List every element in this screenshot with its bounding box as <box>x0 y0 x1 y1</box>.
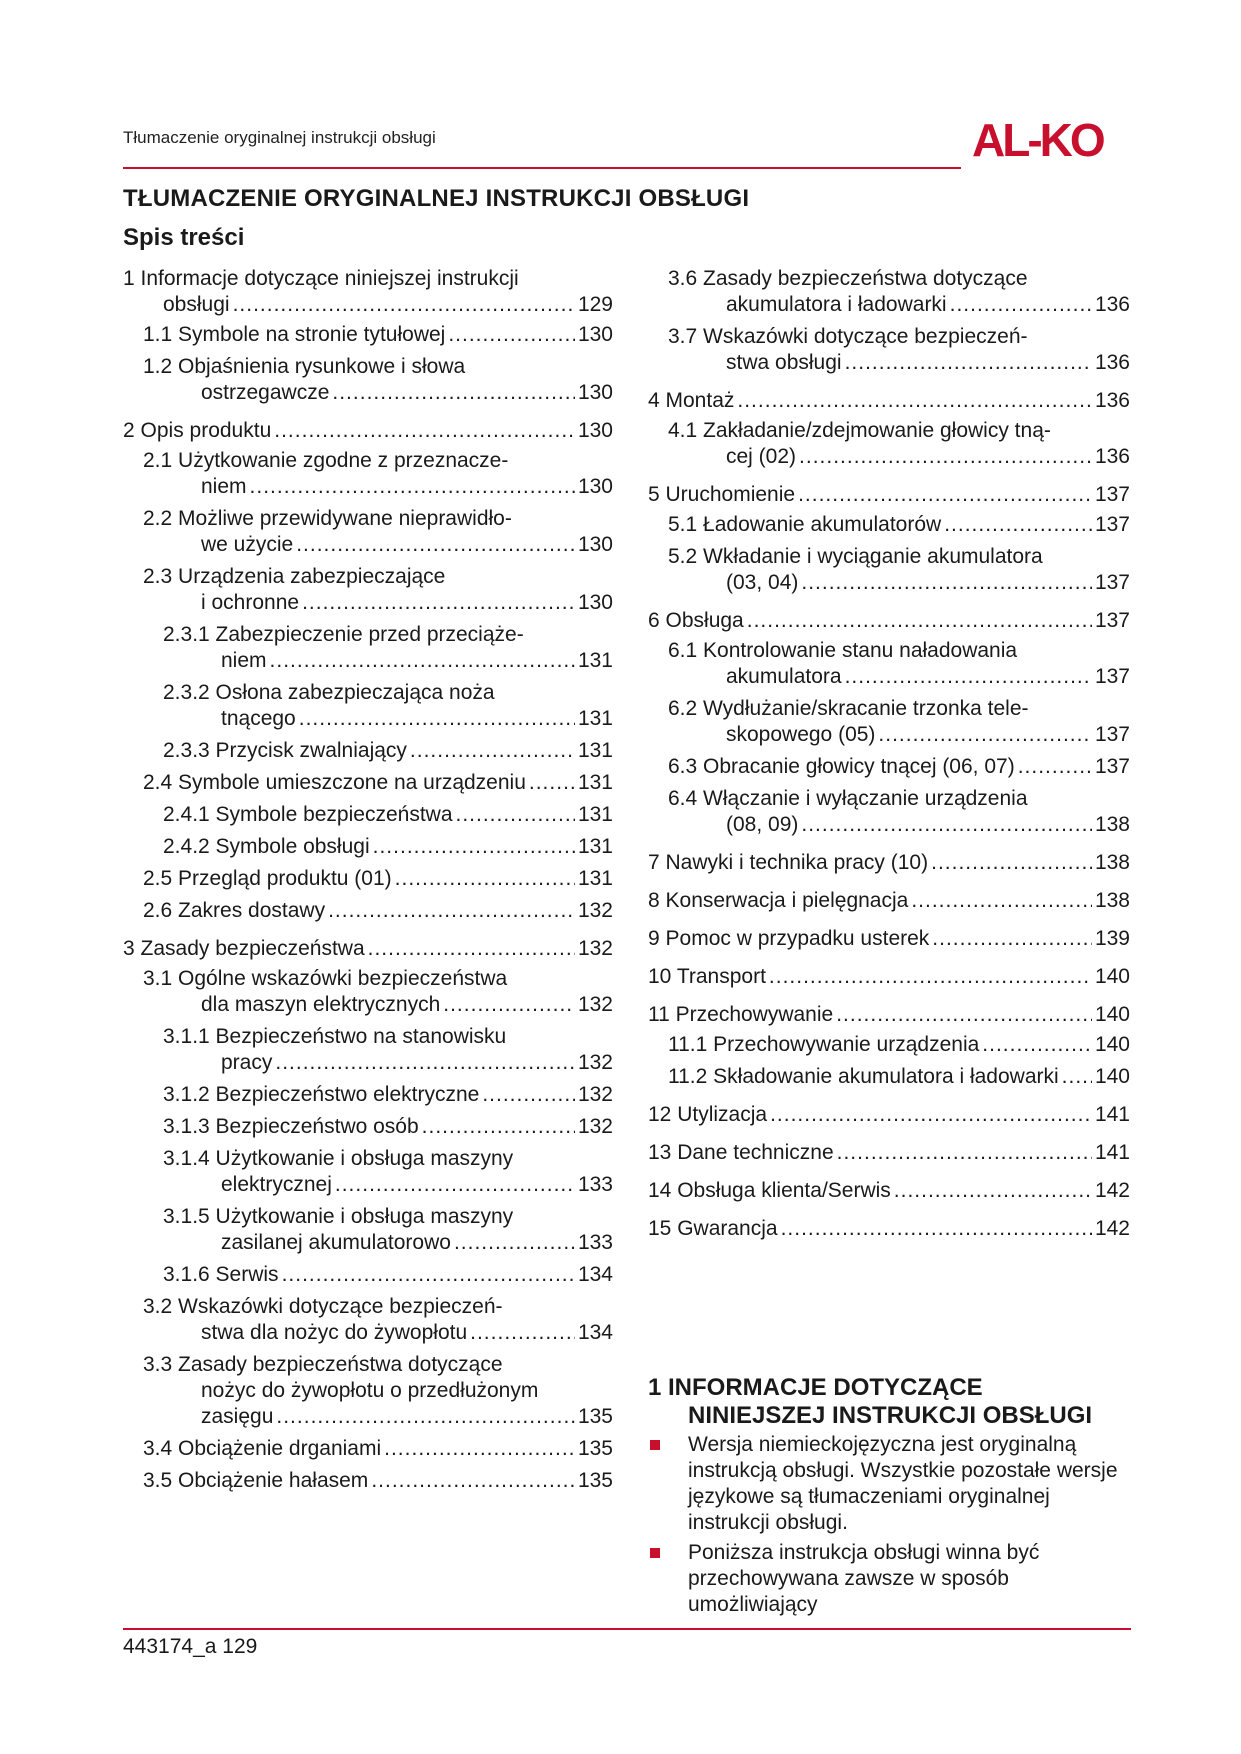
toc-page-number: 137 <box>1094 571 1130 594</box>
toc-dot-leader <box>368 936 575 962</box>
toc-dot-leader <box>448 322 575 348</box>
toc-entry[interactable] <box>123 1468 613 1494</box>
toc-dot-leader <box>282 1262 575 1288</box>
toc-entry-text: 2.5 Przegląd produktu (01) <box>143 867 392 890</box>
toc-entry[interactable] <box>648 544 1130 596</box>
toc-entry[interactable] <box>123 1352 613 1430</box>
toc-entry-text: 2.1 Użytkowanie zgodne z przeznacze- <box>143 449 509 472</box>
toc-dot-leader <box>781 1216 1092 1242</box>
toc-dot-leader <box>328 898 575 924</box>
toc-entry[interactable] <box>123 622 613 674</box>
toc-dot-leader <box>422 1114 575 1140</box>
toc-entry-text: i ochronne <box>201 591 300 614</box>
toc-dot-leader <box>801 812 1092 838</box>
toc-entry[interactable] <box>648 850 1130 876</box>
toc-entry-text: niem <box>201 475 247 498</box>
toc-entry-text: 3.6 Zasady bezpieczeństwa dotyczące <box>668 267 1028 290</box>
toc-page-number: 137 <box>1094 723 1130 746</box>
toc-entry[interactable] <box>123 1204 613 1256</box>
toc-entry[interactable] <box>123 770 613 796</box>
toc-dot-leader <box>296 532 575 558</box>
toc-entry-text: 12 Utylizacja <box>648 1103 768 1126</box>
toc-entry-text: niem <box>221 649 267 672</box>
toc-entry-text: 7 Nawyki i technika pracy (10) <box>648 851 929 874</box>
toc-page-number: 134 <box>577 1321 613 1344</box>
bullet-text: Poniższa instrukcja obsługi winna być przechowywana zawsze w sposób umożliwiający <box>688 1541 1040 1616</box>
toc-entry[interactable] <box>648 1102 1130 1128</box>
toc-dot-leader <box>911 888 1092 914</box>
toc-page-number: 131 <box>577 707 613 730</box>
toc-dot-leader <box>470 1320 575 1346</box>
bullet-text: Wersja niemieckojęzyczna jest oryginalną instrukcją obsługi. Wszystkie pozostałe wersje językowe są tłumaczeniami oryginalnej instrukcji obsługi. <box>688 1433 1118 1534</box>
toc-entry-text: 14 Obsługa klienta/Serwis <box>648 1179 891 1202</box>
toc-page-number: 141 <box>1094 1103 1130 1126</box>
toc-entry-text: 2.4.2 Symbole obsługi <box>163 835 370 858</box>
toc-entry-text: 3.1 Ogólne wskazówki bezpieczeństwa <box>143 967 508 990</box>
toc-dot-leader <box>798 482 1092 508</box>
toc-entry[interactable] <box>123 1114 613 1140</box>
toc-dot-leader <box>302 590 575 616</box>
toc-entry-text: 13 Dane techniczne <box>648 1141 834 1164</box>
toc-dot-leader <box>373 834 575 860</box>
toc-dot-leader <box>747 608 1092 634</box>
toc-entry[interactable] <box>648 888 1130 914</box>
toc-dot-leader <box>410 738 575 764</box>
toc-page-number: 140 <box>1094 1003 1130 1026</box>
toc-dot-leader <box>299 706 575 732</box>
toc-entry-text: 2.3.1 Zabezpieczenie przed przeciąże- <box>163 623 524 646</box>
toc-entry[interactable] <box>648 696 1130 748</box>
toc-dot-leader <box>335 1172 575 1198</box>
toc-dot-leader <box>801 570 1092 596</box>
toc-entry[interactable] <box>123 448 613 500</box>
toc-page-number: 135 <box>577 1437 613 1460</box>
toc-entry[interactable] <box>123 898 613 924</box>
toc-entry[interactable] <box>123 418 613 444</box>
toc-dot-leader <box>950 292 1092 318</box>
bullet-square-icon <box>650 1548 660 1558</box>
toc-page-number: 137 <box>1094 483 1130 506</box>
toc-entry[interactable] <box>123 506 613 558</box>
toc-dot-leader <box>233 292 575 318</box>
toc-entry[interactable] <box>648 1032 1130 1058</box>
toc-entry-text: 10 Transport <box>648 965 766 988</box>
toc-dot-leader <box>274 418 575 444</box>
toc-entry-text: 6.2 Wydłużanie/skracanie trzonka tele- <box>668 697 1029 720</box>
toc-dot-leader <box>454 1230 575 1256</box>
alko-logo <box>972 116 1142 162</box>
toc-page-number: 138 <box>1094 889 1130 912</box>
toc-page-number: 137 <box>1094 609 1130 632</box>
toc-page-number: 137 <box>1094 665 1130 688</box>
toc-page-number: 131 <box>577 867 613 890</box>
toc-entry[interactable] <box>123 680 613 732</box>
toc-dot-leader <box>982 1032 1092 1058</box>
toc-dot-leader <box>456 802 575 828</box>
footer-page-number: 443174_a 129 <box>123 1635 258 1658</box>
toc-entry-text: 2.2 Możliwe przewidywane nieprawidło- <box>143 507 512 530</box>
toc-entry-text: 11 Przechowywanie <box>648 1003 834 1026</box>
toc-entry[interactable] <box>123 266 613 318</box>
section-heading <box>648 1374 1092 1430</box>
toc-page-number: 134 <box>577 1263 613 1286</box>
logo-text: AL-KO <box>972 116 1103 162</box>
toc-page-number: 136 <box>1094 351 1130 374</box>
toc-entry[interactable] <box>123 1262 613 1288</box>
toc-page-number: 136 <box>1094 389 1130 412</box>
toc-dot-leader <box>395 866 575 892</box>
toc-entry-text: 2.6 Zakres dostawy <box>143 899 326 922</box>
toc-dot-leader <box>944 512 1092 538</box>
toc-page-number: 135 <box>577 1469 613 1492</box>
toc-title: Spis treści <box>123 224 245 251</box>
toc-entry[interactable] <box>648 1216 1130 1242</box>
toc-entry[interactable] <box>648 482 1130 508</box>
toc-page-number: 132 <box>577 937 613 960</box>
toc-entry-text: 5 Uruchomienie <box>648 483 796 506</box>
toc-dot-leader <box>770 1102 1092 1128</box>
toc-page-number: 131 <box>577 803 613 826</box>
toc-entry-text: 6.4 Włączanie i wyłączanie urządzenia <box>668 787 1028 810</box>
toc-page-number: 137 <box>1094 513 1130 536</box>
toc-entry-text: 1 Informacje dotyczące niniejszej instrukcji <box>123 267 519 290</box>
toc-entry-text: 11.1 Przechowywanie urządzenia <box>668 1033 980 1056</box>
toc-entry-text: elektrycznej <box>221 1173 332 1196</box>
toc-entry-text: 3.1.5 Użytkowanie i obsługa maszyny <box>163 1205 514 1228</box>
toc-entry-text: zasilanej akumulatorowo <box>221 1231 451 1254</box>
toc-page-number: 138 <box>1094 813 1130 836</box>
toc-dot-leader <box>931 850 1092 876</box>
toc-entry-text: 2.4 Symbole umieszczone na urządzeniu <box>143 771 526 794</box>
toc-entry-text: 3 Zasady bezpieczeństwa <box>123 937 365 960</box>
section-heading-line1: 1 INFORMACJE DOTYCZĄCE <box>648 1374 983 1401</box>
toc-entry[interactable] <box>648 964 1130 990</box>
toc-dot-leader <box>845 664 1092 690</box>
toc-entry-text: zasięgu <box>201 1405 274 1428</box>
toc-entry-text: 3.2 Wskazówki dotyczące bezpieczeń- <box>143 1295 503 1318</box>
toc-entry-text: 1.1 Symbole na stronie tytułowej <box>143 323 446 346</box>
document-title: TŁUMACZENIE ORYGINALNEJ INSTRUKCJI OBSŁUGI <box>123 185 750 212</box>
toc-page-number: 130 <box>577 381 613 404</box>
toc-entry[interactable] <box>648 1178 1130 1204</box>
running-header: Tłumaczenie oryginalnej instrukcji obsługi <box>123 128 436 147</box>
toc-dot-leader <box>482 1082 575 1108</box>
toc-entry-text: (08, 09) <box>726 813 799 836</box>
toc-entry[interactable] <box>123 738 613 764</box>
toc-entry[interactable] <box>123 1082 613 1108</box>
toc-entry-text: 6.1 Kontrolowanie stanu naładowania <box>668 639 1018 662</box>
toc-dot-leader <box>737 388 1092 414</box>
toc-page-number: 130 <box>577 475 613 498</box>
toc-dot-leader <box>878 722 1092 748</box>
toc-page-number: 132 <box>577 1083 613 1106</box>
toc-entry-text: cej (02) <box>726 445 797 468</box>
toc-right-column <box>648 266 1130 1242</box>
toc-page-number: 142 <box>1094 1217 1130 1240</box>
toc-page-number: 131 <box>577 739 613 762</box>
toc-page-number: 130 <box>577 419 613 442</box>
toc-entry[interactable] <box>648 1140 1130 1166</box>
toc-page-number: 132 <box>577 1115 613 1138</box>
toc-entry-text: 2.3.3 Przycisk zwalniający <box>163 739 407 762</box>
toc-entry-text: 15 Gwarancja <box>648 1217 778 1240</box>
toc-entry[interactable] <box>123 802 613 828</box>
toc-entry[interactable] <box>123 834 613 860</box>
toc-page-number: 133 <box>577 1231 613 1254</box>
toc-entry-text: dla maszyn elektrycznych <box>201 993 441 1016</box>
toc-entry[interactable] <box>123 322 613 348</box>
toc-entry-text: 3.1.4 Użytkowanie i obsługa maszyny <box>163 1147 514 1170</box>
toc-left-column <box>123 266 613 1494</box>
toc-entry-text: 2 Opis produktu <box>123 419 272 442</box>
toc-page-number: 130 <box>577 533 613 556</box>
toc-page-number: 130 <box>577 323 613 346</box>
toc-entry[interactable] <box>648 1064 1130 1090</box>
toc-page-number: 136 <box>1094 293 1130 316</box>
toc-entry-text: skopowego (05) <box>726 723 876 746</box>
toc-entry[interactable] <box>648 1002 1130 1028</box>
toc-dot-leader <box>276 1404 575 1430</box>
toc-dot-leader <box>332 380 575 406</box>
toc-page-number: 141 <box>1094 1141 1130 1164</box>
toc-entry-text: 9 Pomoc w przypadku usterek <box>648 927 930 950</box>
toc-entry-text: 5.2 Wkładanie i wyciąganie akumulatora <box>668 545 1043 568</box>
toc-dot-leader <box>1062 1064 1092 1090</box>
toc-dot-leader <box>837 1140 1092 1166</box>
toc-entry-text: stwa obsługi <box>726 351 842 374</box>
toc-entry-text: 1.2 Objaśnienia rysunkowe i słowa <box>143 355 466 378</box>
toc-entry-text: 2.3 Urządzenia zabezpieczające <box>143 565 446 588</box>
toc-entry[interactable] <box>123 1436 613 1462</box>
toc-entry-text: 6.3 Obracanie głowicy tnącej (06, 07) <box>668 755 1015 778</box>
toc-entry[interactable] <box>648 324 1130 376</box>
toc-entry-text: (03, 04) <box>726 571 799 594</box>
toc-entry[interactable] <box>123 564 613 616</box>
bullet-square-icon <box>650 1440 660 1450</box>
toc-entry[interactable] <box>123 936 613 962</box>
toc-entry-text: 6 Obsługa <box>648 609 744 632</box>
toc-entry[interactable] <box>648 754 1130 780</box>
info-bullet-list <box>648 1432 1130 1622</box>
toc-page-number: 140 <box>1094 1033 1130 1056</box>
toc-entry-text: akumulatora <box>726 665 842 688</box>
toc-dot-leader <box>769 964 1092 990</box>
footer-rule <box>123 1628 1131 1630</box>
toc-page-number: 136 <box>1094 445 1130 468</box>
toc-page-number: 132 <box>577 1051 613 1074</box>
toc-page-number: 137 <box>1094 755 1130 778</box>
toc-entry-text: 8 Konserwacja i pielęgnacja <box>648 889 909 912</box>
toc-dot-leader <box>799 444 1092 470</box>
bullet-item <box>648 1540 1130 1618</box>
toc-dot-leader <box>275 1050 575 1076</box>
toc-entry-text: 3.7 Wskazówki dotyczące bezpieczeń- <box>668 325 1028 348</box>
toc-dot-leader <box>384 1436 575 1462</box>
toc-entry-text: stwa dla nożyc do żywopłotu <box>201 1321 468 1344</box>
toc-dot-leader <box>371 1468 575 1494</box>
toc-entry[interactable] <box>123 1146 613 1198</box>
toc-dot-leader <box>836 1002 1092 1028</box>
toc-entry-text: 3.1.1 Bezpieczeństwo na stanowisku <box>163 1025 507 1048</box>
header-rule <box>123 167 961 169</box>
toc-entry-text: 4.1 Zakładanie/zdejmowanie głowicy tną- <box>668 419 1051 442</box>
toc-entry-text: 2.3.2 Osłona zabezpieczająca noża <box>163 681 495 704</box>
toc-page-number: 140 <box>1094 965 1130 988</box>
toc-entry[interactable] <box>648 418 1130 470</box>
toc-dot-leader <box>250 474 575 500</box>
toc-page-number: 132 <box>577 993 613 1016</box>
toc-page-number: 142 <box>1094 1179 1130 1202</box>
toc-entry-text: tnącego <box>221 707 296 730</box>
toc-entry-text: 3.4 Obciążenie drganiami <box>143 1437 382 1460</box>
toc-dot-leader <box>1018 754 1092 780</box>
toc-entry-text: 3.1.6 Serwis <box>163 1263 279 1286</box>
toc-page-number: 132 <box>577 899 613 922</box>
bullet-item <box>648 1432 1130 1536</box>
toc-entry-text: 11.2 Składowanie akumulatora i ładowarki <box>668 1065 1059 1088</box>
toc-dot-leader <box>270 648 575 674</box>
toc-page-number: 131 <box>577 771 613 794</box>
toc-page-number: 130 <box>577 591 613 614</box>
toc-entry[interactable] <box>648 786 1130 838</box>
section-heading-line2: NINIEJSZEJ INSTRUKCJI OBSŁUGI <box>688 1402 1093 1429</box>
toc-entry[interactable] <box>648 266 1130 318</box>
toc-entry-text: 3.5 Obciążenie hałasem <box>143 1469 369 1492</box>
toc-dot-leader <box>932 926 1092 952</box>
toc-entry-text: obsługi <box>163 293 230 316</box>
toc-page-number: 131 <box>577 835 613 858</box>
toc-entry[interactable] <box>648 638 1130 690</box>
toc-page-number: 129 <box>577 293 613 316</box>
toc-entry-text: nożyc do żywopłotu o przedłużonym <box>201 1379 539 1402</box>
toc-dot-leader <box>529 770 575 796</box>
toc-entry-text: akumulatora i ładowarki <box>726 293 947 316</box>
toc-entry-text: pracy <box>221 1051 273 1074</box>
toc-entry[interactable] <box>123 1024 613 1076</box>
toc-entry-text: 3.3 Zasady bezpieczeństwa dotyczące <box>143 1353 503 1376</box>
toc-page-number: 140 <box>1094 1065 1130 1088</box>
toc-entry[interactable] <box>648 512 1130 538</box>
toc-entry[interactable] <box>648 926 1130 952</box>
toc-dot-leader <box>894 1178 1092 1204</box>
toc-entry-text: 3.1.2 Bezpieczeństwo elektryczne <box>163 1083 480 1106</box>
toc-page-number: 139 <box>1094 927 1130 950</box>
toc-entry[interactable] <box>123 866 613 892</box>
toc-entry-text: ostrzegawcze <box>201 381 330 404</box>
toc-dot-leader <box>443 992 575 1018</box>
toc-entry[interactable] <box>648 608 1130 634</box>
toc-entry-text: we użycie <box>201 533 294 556</box>
toc-entry-text: 4 Montaż <box>648 389 735 412</box>
toc-entry-text: 3.1.3 Bezpieczeństwo osób <box>163 1115 419 1138</box>
toc-entry-text: 2.4.1 Symbole bezpieczeństwa <box>163 803 453 826</box>
toc-entry[interactable] <box>123 966 613 1018</box>
toc-entry-text: 5.1 Ładowanie akumulatorów <box>668 513 942 536</box>
toc-dot-leader <box>845 350 1092 376</box>
toc-entry[interactable] <box>648 388 1130 414</box>
toc-page-number: 135 <box>577 1405 613 1428</box>
toc-entry[interactable] <box>123 354 613 406</box>
toc-page-number: 138 <box>1094 851 1130 874</box>
toc-page-number: 133 <box>577 1173 613 1196</box>
toc-page-number: 131 <box>577 649 613 672</box>
toc-entry[interactable] <box>123 1294 613 1346</box>
